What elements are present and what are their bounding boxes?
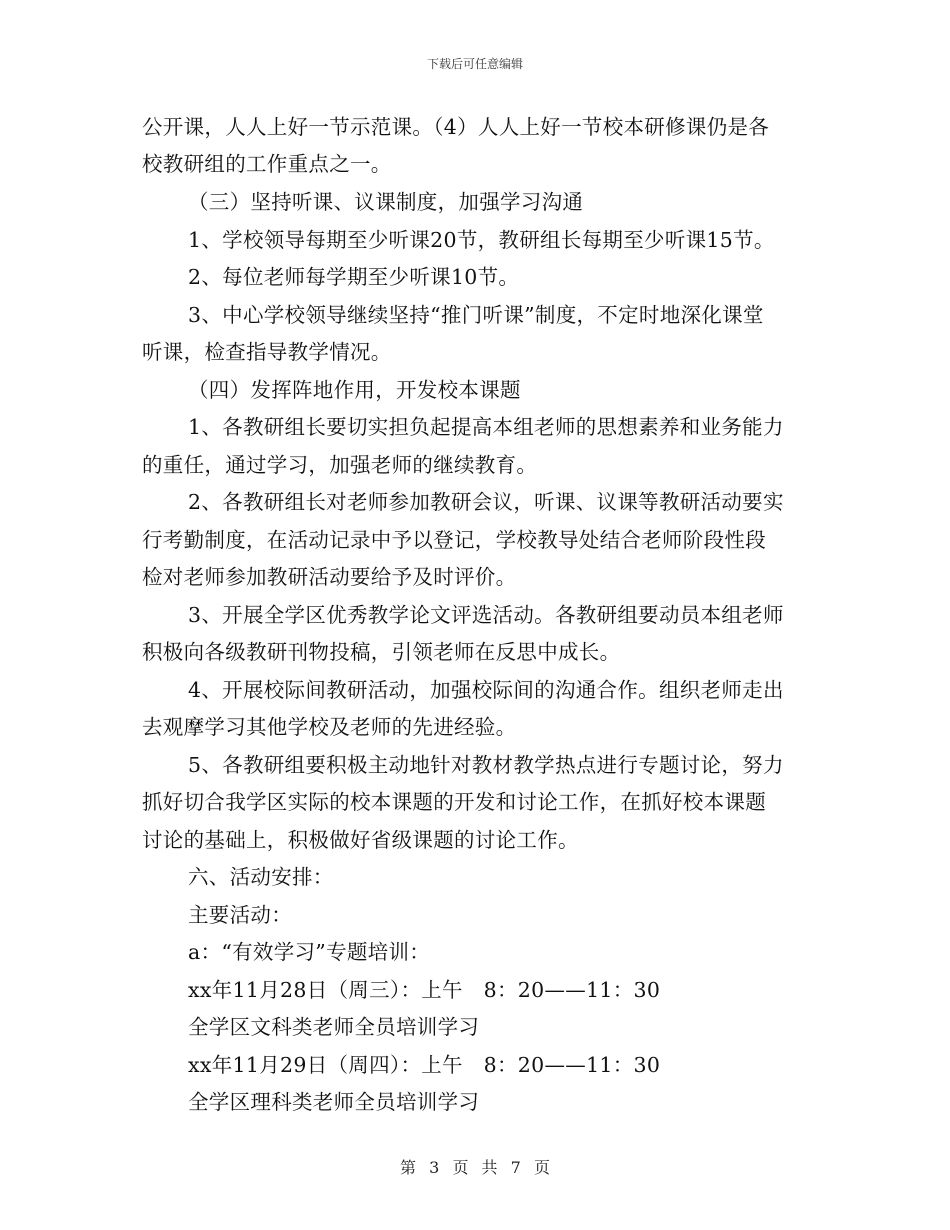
footer-label: 共 [481, 1158, 498, 1177]
paragraph-line: 3、开展全学区优秀教学论文评选活动。各教研组要动员本组老师 [188, 603, 784, 627]
paragraph-line: 2、每位老师每学期至少听课10节。 [188, 265, 520, 289]
paragraph-line: 1、各教研组长要切实担负起提高本组老师的思想素养和业务能力 [188, 415, 784, 439]
footer-label: 页 [533, 1158, 550, 1177]
paragraph-line: 公开课，人人上好一节示范课。（4）人人上好一节校本研修课仍是各 [142, 115, 770, 139]
schedule-line: 全学区文科类老师全员培训学习 [188, 1015, 480, 1039]
section-heading: （三）坚持听课、议课制度，加强学习沟通 [188, 190, 584, 214]
page-header: 下载后可任意编辑 [426, 57, 523, 71]
footer-label: 页 [452, 1158, 469, 1177]
page-footer [0, 1155, 950, 1178]
paragraph-line: 校教研组的工作重点之一。 [142, 152, 392, 176]
paragraph-line: 行考勤制度，在活动记录中予以登记，学校教导处结合老师阶段性段 [142, 528, 766, 552]
paragraph-line: 主要活动： [188, 903, 292, 927]
paragraph-line: 2、各教研组长对老师参加教研会议，听课、议课等教研活动要实 [188, 490, 784, 514]
paragraph-line: 抓好切合我学区实际的校本课题的开发和讨论工作，在抓好校本课题 [142, 790, 766, 814]
schedule-line: 全学区理科类老师全员培训学习 [188, 1090, 480, 1114]
paragraph-line: 去观摩学习其他学校及老师的先进经验。 [142, 715, 517, 739]
paragraph-line: 积极向各级教研刊物投稿，引领老师在反思中成长。 [142, 640, 621, 664]
paragraph-line: 5、各教研组要积极主动地针对教材教学热点进行专题讨论，努力 [188, 753, 784, 777]
paragraph-line: 1、学校领导每期至少听课20节，教研组长每期至少听课15节。 [188, 228, 775, 252]
page-number: 3 [429, 1158, 440, 1177]
footer-label: 第 [400, 1158, 417, 1177]
paragraph-line: a：“有效学习”专题培训： [188, 940, 431, 964]
paragraph-line: 3、中心学校领导继续坚持“推门听课”制度，不定时地深化课堂 [188, 303, 764, 327]
paragraph-line: 的重任，通过学习，加强老师的继续教育。 [142, 453, 538, 477]
section-heading: 六、活动安排： [188, 865, 334, 889]
paragraph-line: 讨论的基础上，积极做好省级课题的讨论工作。 [142, 828, 579, 852]
schedule-line: xx年11月29日（周四）：上午 8：20——11：30 [188, 1053, 661, 1077]
section-heading: （四）发挥阵地作用，开发校本课题 [188, 378, 521, 402]
total-pages: 7 [510, 1158, 521, 1177]
paragraph-line: 听课，检查指导教学情况。 [142, 340, 392, 364]
paragraph-line: 4、开展校际间教研活动，加强校际间的沟通合作。组织老师走出 [188, 678, 784, 702]
schedule-line: xx年11月28日（周三）：上午 8：20——11：30 [188, 978, 661, 1002]
paragraph-line: 检对老师参加教研活动要给予及时评价。 [142, 565, 517, 589]
